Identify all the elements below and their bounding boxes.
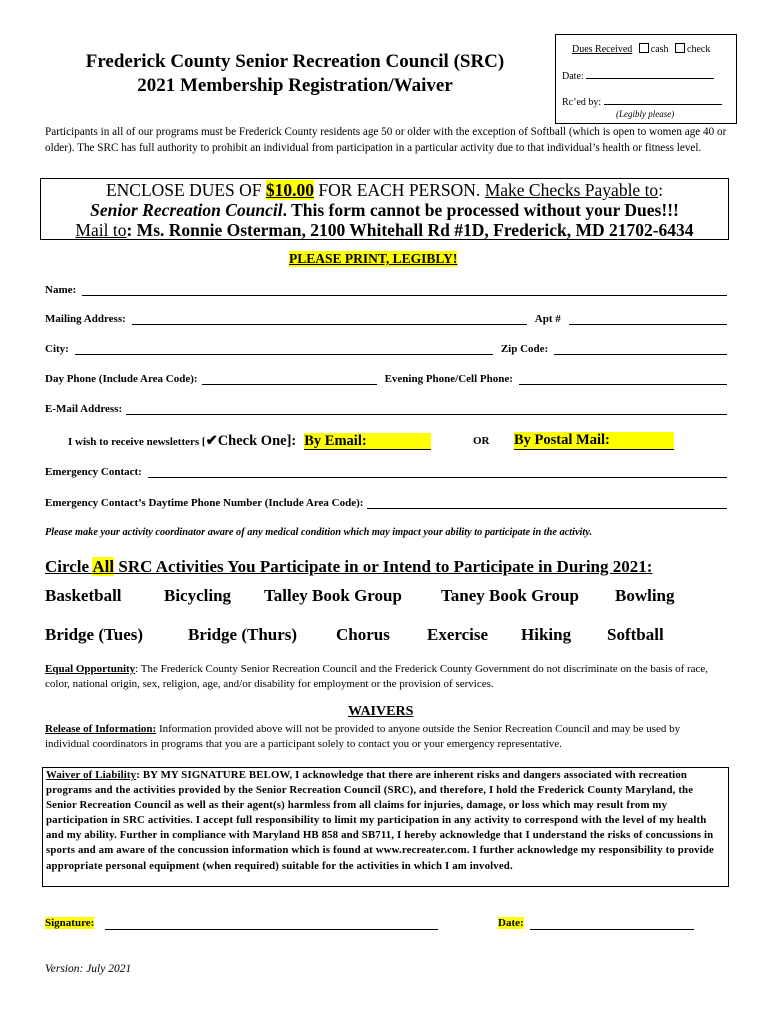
activity-exercise[interactable]: Exercise [427,625,489,644]
newsletter-label: I wish to receive newsletters [ [68,436,206,448]
mailing-row [45,313,727,325]
activities-heading-all: All [92,557,115,576]
liability-label: Waiver of Liability [46,769,137,781]
email-row [45,403,727,415]
name-label: Name: [45,284,77,296]
waivers-heading: WAIVERS [348,704,414,719]
equal-opportunity-text: : The Frederick County Senior Recreation Council and the Frederick County Government do not discriminate on the basis of race, color, national origin, sex, religion, age, and/or disability for employment or the provision of services. [45,663,709,690]
by-email-option[interactable]: By Email: [304,433,430,450]
day-phone-field[interactable] [202,373,377,385]
emergency-phone-label: Emergency Contact’s Daytime Phone Number (Include Area Code): [45,497,364,509]
or-label: OR [473,435,490,447]
intro-paragraph: Participants in all of our programs must be Frederick County residents age 50 or older with the exception of Softball (which is open to women age 40 or older). The SRC has full authority to prohibit an individual from participation in a particular activity due to that individual’s health or fitness level. [45,126,727,154]
release-label: Release of Information: [45,723,157,735]
zip-field[interactable] [554,343,727,355]
mailing-address-field[interactable] [132,313,527,325]
mail-to-label: Mail to [75,220,127,240]
activity-bridge-tues[interactable]: Bridge (Tues) [45,625,144,644]
release-of-information [45,722,727,752]
dues-received-row [572,43,710,55]
signature-label: Signature: [45,917,95,929]
waiver-of-liability-box [42,767,729,887]
emergency-phone-row [45,497,727,509]
equal-opportunity-label: Equal Opportunity [45,663,136,675]
emergency-contact-row [45,466,727,478]
evening-phone-label: Evening Phone/Cell Phone: [384,373,513,385]
activity-bowling[interactable]: Bowling [615,586,675,605]
dues-received-label: Dues Received [572,44,633,55]
payable-label: Make Checks Payable to [484,180,659,200]
emergency-contact-field[interactable] [148,466,727,478]
city-field[interactable] [75,343,493,355]
legibly-note: (Legibly please) [616,109,675,119]
emergency-phone-field[interactable] [367,497,727,509]
mailing-label: Mailing Address: [45,313,126,325]
cash-label: cash [650,44,669,55]
dues-prefix: ENCLOSE DUES OF [105,180,266,200]
office-date-field[interactable] [586,78,714,79]
cash-checkbox[interactable] [639,43,649,53]
mail-address: : Ms. Ronnie Osterman, 2100 Whitehall Rd #1D, Frederick, MD 21702-6434 [126,220,694,240]
title-line-2: 2021 Membership Registration/Waiver [137,75,453,96]
activity-bicycling[interactable]: Bicycling [164,586,232,605]
day-phone-label: Day Phone (Include Area Code): [45,373,198,385]
dues-amount: $10.00 [265,180,315,200]
zip-label: Zip Code: [500,343,549,355]
check-label: check [687,44,711,55]
phone-row [45,373,727,385]
dues-line-3 [41,220,728,240]
activity-hiking[interactable]: Hiking [521,625,572,644]
dues-warning: . This form cannot be processed without your Dues!!! [282,200,679,220]
signature-date-label: Date: [498,917,524,929]
check-checkbox[interactable] [675,43,685,53]
waiver-of-liability [43,768,728,874]
email-label: E-Mail Address: [45,403,123,415]
payee-name: Senior Recreation Council [90,200,283,220]
office-date-label: Date: [562,71,584,82]
received-by-field[interactable] [604,104,722,105]
evening-phone-field[interactable] [519,373,727,385]
city-row [45,343,727,355]
email-field[interactable] [126,403,727,415]
dues-mid: FOR EACH PERSON. [314,180,485,200]
office-date-row [562,71,722,82]
apt-label: Apt # [534,313,561,325]
dues-line-2 [41,200,728,220]
check-one-label: ✔Check One]: [205,433,297,449]
signature-date-field[interactable] [530,917,694,930]
received-by-label: Rc’ed by: [562,97,602,108]
activity-talley-book-group[interactable]: Talley Book Group [264,586,402,605]
page-title [40,50,550,98]
dues-line-1 [41,180,728,200]
office-use-box [555,34,737,124]
name-row [45,284,727,296]
payable-colon: : [658,180,664,200]
name-field[interactable] [82,284,727,296]
activities-heading [45,557,652,577]
dues-box [40,178,729,240]
medical-note: Please make your activity coordinator aware of any medical condition which may impact your ability to participate in the activity. [45,527,593,538]
activity-softball[interactable]: Softball [607,625,664,644]
print-notice: PLEASE PRINT, LEGIBLY! [289,251,458,266]
emergency-contact-label: Emergency Contact: [45,466,142,478]
activities-heading-suffix: SRC Activities You Participate in or Intend to Participate in During 2021: [114,557,653,576]
office-received-by-row [562,97,732,108]
activities-heading-prefix: Circle [45,557,93,576]
activity-taney-book-group[interactable]: Taney Book Group [441,586,579,605]
by-postal-option[interactable]: By Postal Mail: [514,432,674,450]
release-text: Information provided above will not be provided to anyone outside the Senior Recreation Council and may be used by individual coordinators in programs that you are a participant solely to contact you or your emergency representative. [45,723,681,750]
title-line-1: Frederick County Senior Recreation Council (SRC) [85,51,505,72]
signature-field[interactable] [105,917,438,930]
liability-text: : BY MY SIGNATURE BELOW, I acknowledge that there are inherent risks and dangers associated with recreation programs and the activities provided by the Senior Recreation Council (SRC), and therefore, I hold the Frederick County Maryland, the Senior Recreation Council as well as their agent(s) harmless from all claims for injuries, damage, or loss which may result from my participation in SRC activities. I accept full responsibility to limit my participation in any activity to correspond with the level of my health and my ability. Further in compliance with Maryland HB 858 and SB711, I hereby acknowledge that I understand the risks of concussions in sports and am aware of the concussion information which is found at www.recreater.com. I further acknowledge my responsibility to provide appropriate personal equipment (when required) suitable for the activities in which I am involved. [46,769,714,872]
activity-basketball[interactable]: Basketball [45,586,122,605]
activity-chorus[interactable]: Chorus [336,625,390,644]
activity-bridge-thurs[interactable]: Bridge (Thurs) [188,625,298,644]
version-note: Version: July 2021 [45,963,132,975]
apt-field[interactable] [569,313,727,325]
equal-opportunity-statement [45,662,727,692]
city-label: City: [45,343,69,355]
